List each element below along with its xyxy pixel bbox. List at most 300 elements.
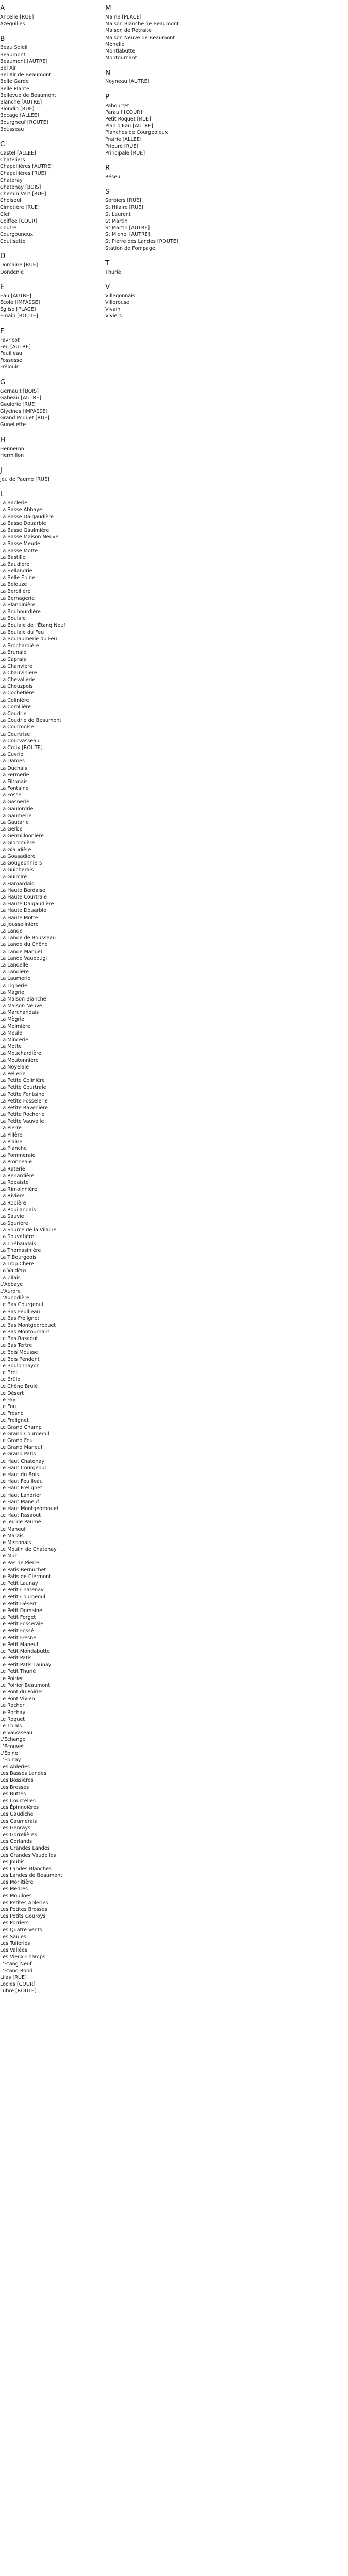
street-link-la-thomasiniere[interactable]: La Thomasinière — [0, 1247, 41, 1253]
street-link-la-fosse[interactable]: La Fosse — [0, 792, 22, 799]
street-link-la-basse-maison-neuve[interactable]: La Basse Maison Neuve — [0, 534, 59, 540]
street-link-la-blandiniere[interactable]: La Blandinière — [0, 602, 36, 608]
street-link-le-fou[interactable]: Le Fou — [0, 1404, 16, 1410]
street-link-les-vieux-champs[interactable]: Les Vieux Champs — [0, 1954, 45, 1960]
street-link-le-fresne[interactable]: Le Fresne — [0, 1411, 24, 1417]
street-link-l-aurore[interactable]: L'Aurore — [0, 1288, 21, 1294]
street-link-la-source-de-la-vilaine[interactable]: La Source de la Vilaine — [0, 1227, 57, 1233]
street-link-jeu-de-paume-rue[interactable]: Jeu de Paume [RUE] — [0, 477, 49, 482]
street-link-le-bas-feuilleau[interactable]: Le Bas Feuilleau — [0, 1309, 40, 1315]
street-link-la-haute-motte[interactable]: La Haute Motte — [0, 914, 38, 921]
street-link-la-belle-epine[interactable]: La Belle Épine — [0, 575, 35, 581]
street-link-le-grand-champ[interactable]: Le Grand Champ — [0, 1424, 42, 1430]
street-link-l-aunodiere[interactable]: L'Aunodière — [0, 1295, 29, 1301]
street-link-chatenay-bois[interactable]: Chatenay [BOIS] — [0, 184, 41, 190]
street-link-le-pas-de-pierre[interactable]: Le Pas de Pierre — [0, 1560, 40, 1566]
street-link-les-petits-gouroys[interactable]: Les Petits Gouroys — [0, 1913, 46, 1920]
street-link-la-cochetiere[interactable]: La Cochetière — [0, 690, 35, 697]
street-link-le-haut-rasaout[interactable]: Le Haut Rasaout — [0, 1513, 41, 1519]
street-link-la-bouhourdiere[interactable]: La Bouhourdière — [0, 609, 41, 615]
street-link-la-pellerie[interactable]: La Pellerie — [0, 1071, 26, 1077]
street-link-emain-route[interactable]: Emain [ROUTE] — [0, 313, 38, 319]
street-link-courgouneux[interactable]: Courgouneux — [0, 232, 34, 238]
street-link-les-joubis[interactable]: Les Joubis — [0, 1859, 25, 1865]
street-link-les-grandes-landes[interactable]: Les Grandes Landes — [0, 1845, 50, 1852]
street-link-le-boulonnayon[interactable]: Le Boulonnayon — [0, 1363, 40, 1369]
street-link-les-quatre-vents[interactable]: Les Quatre Vents — [0, 1927, 42, 1933]
street-link-l-epine[interactable]: L'Épine — [0, 1750, 18, 1756]
street-link-la-pillere[interactable]: La Pillère — [0, 1132, 23, 1138]
street-link-prieure-rue[interactable]: Prieuré [RUE] — [105, 143, 139, 149]
street-link-ancelle-rue[interactable]: Ancelle [RUE] — [0, 14, 34, 20]
street-link-le-petit-patis[interactable]: Le Petit Patis — [0, 1655, 32, 1662]
street-link-la-valdera[interactable]: La Valdéra — [0, 1268, 26, 1274]
street-link-le-grand-feu[interactable]: Le Grand Feu — [0, 1438, 33, 1444]
street-link-le-petit-fosse[interactable]: Le Petit Fossé — [0, 1628, 34, 1634]
street-link-la-landelle[interactable]: La Landelle — [0, 962, 28, 968]
street-link-sorbiers-rue[interactable]: Sorbiers [RUE] — [105, 198, 141, 204]
street-link-bel-air-de-beaumont[interactable]: Bel Air de Beaumont — [0, 72, 51, 78]
street-link-la-bernagerie[interactable]: La Bernagerie — [0, 595, 35, 601]
street-link-le-patis-bernuchet[interactable]: Le Patis Bernuchet — [0, 1567, 46, 1573]
street-link-st-michel-autre[interactable]: St Michel [AUTRE] — [105, 232, 150, 238]
street-link-la-duchais[interactable]: La Duchais — [0, 765, 27, 771]
street-link-les-landes-de-beaumont[interactable]: Les Landes de Beaumont — [0, 1873, 63, 1879]
street-link-belle-garde[interactable]: Belle Garde — [0, 79, 29, 85]
street-link-maison-blanche-de-beaumont[interactable]: Maison Blanche de Beaumont — [105, 21, 179, 27]
street-link-la-motte[interactable]: La Motte — [0, 1044, 22, 1050]
street-link-le-petit-montlabutte[interactable]: Le Petit Montlabutte — [0, 1648, 50, 1654]
street-link-la-pronneaie[interactable]: La Pronneaie — [0, 1159, 32, 1165]
street-link-la-squriere[interactable]: La Squrière — [0, 1221, 28, 1227]
street-link-la-t-bourgeois[interactable]: La T'Bourgeois — [0, 1255, 37, 1260]
street-link-bellevue-de-beaumont[interactable]: Bellevue de Beaumont — [0, 92, 56, 98]
street-link-les-brosses[interactable]: Les Brosses — [0, 1784, 29, 1790]
street-link-la-gerbe[interactable]: La Gerbe — [0, 826, 23, 833]
street-link-la-hamardais[interactable]: La Hamardais — [0, 880, 34, 887]
street-link-la-basse-meude[interactable]: La Basse Meude — [0, 541, 40, 547]
street-link-montournant[interactable]: Montournant — [105, 55, 137, 61]
street-link-la-boulaie[interactable]: La Boulaie — [0, 616, 26, 622]
street-link-la-haute-berdaise[interactable]: La Haute Berdaise — [0, 887, 45, 893]
street-link-la-trop-chere[interactable]: La Trop Chère — [0, 1261, 34, 1267]
street-link-viviers[interactable]: Viviers — [105, 313, 122, 319]
street-link-mairie-place[interactable]: Mairie [PLACE] — [105, 14, 142, 20]
street-link-le-brule[interactable]: Le Brûlé — [0, 1377, 21, 1383]
street-link-la-sauvie[interactable]: La Sauvie — [0, 1213, 24, 1219]
street-link-st-pierre-des-landes-route[interactable]: St Pierre des Landes [ROUTE] — [105, 239, 178, 245]
street-link-bousseau[interactable]: Bousseau — [0, 126, 24, 132]
street-link-la-mouchardiere[interactable]: La Mouchardière — [0, 1050, 41, 1057]
street-link-grand-poquet-rue[interactable]: Grand Poquet [RUE] — [0, 415, 49, 421]
street-link-le-haut-montgeorbouet[interactable]: Le Haut Montgeorbouet — [0, 1505, 59, 1512]
street-link-la-filtonais[interactable]: La Filtonais — [0, 778, 28, 785]
street-link-gunellette[interactable]: Gunellette — [0, 422, 26, 428]
street-link-la-basse-dalgaudiere[interactable]: La Basse Dalgaudière — [0, 514, 54, 520]
street-link-les-porriers[interactable]: Les Porriers — [0, 1920, 29, 1926]
street-link-la-petite-coliniere[interactable]: La Petite Colinière — [0, 1078, 45, 1084]
street-link-le-mur[interactable]: Le Mur — [0, 1553, 17, 1560]
street-link-la-robiere[interactable]: La Robière — [0, 1200, 26, 1206]
street-link-la-guicherais[interactable]: La Guicherais — [0, 867, 34, 873]
street-link-le-petit-patis-launay[interactable]: Le Petit Patis Launay — [0, 1662, 52, 1668]
street-link-la-lande-de-bousseau[interactable]: La Lande de Bousseau — [0, 935, 56, 941]
street-link-les-gorlands[interactable]: Les Gorlands — [0, 1839, 32, 1845]
street-link-la-lande[interactable]: La Lande — [0, 928, 23, 934]
street-link-le-thiais[interactable]: Le Thiais — [0, 1723, 22, 1729]
street-link-domaine-rue[interactable]: Domaine [RUE] — [0, 262, 38, 268]
street-link-la-gaumerie[interactable]: La Gaumerie — [0, 812, 32, 819]
street-link-le-haut-frelignet[interactable]: Le Haut Frélignet — [0, 1485, 42, 1492]
street-link-la-lande-du-chene[interactable]: La Lande du Chêne — [0, 942, 48, 948]
street-link-chemin-vert-rue[interactable]: Chemin Vert [RUE] — [0, 191, 46, 197]
street-link-coiffee-cour[interactable]: Coiffée [COUR] — [0, 218, 38, 224]
street-link-la-basse-abbaye[interactable]: La Basse Abbaye — [0, 507, 42, 513]
street-link-pabourtet[interactable]: Pabourtet — [105, 103, 129, 109]
street-link-la-petite-raveniere[interactable]: La Petite Ravenière — [0, 1105, 48, 1111]
street-link-le-petit-fosseraie[interactable]: Le Petit Fosseraie — [0, 1621, 44, 1628]
street-link-dondenie[interactable]: Dondenie — [0, 269, 24, 275]
street-link-station-de-pompage[interactable]: Station de Pompage — [105, 245, 155, 251]
street-link-la-coliniere[interactable]: La Colinière — [0, 697, 29, 703]
street-link-locles-cour[interactable]: Locles [COUR] — [0, 1981, 36, 1988]
street-link-le-petit-thurie[interactable]: Le Petit Thurié — [0, 1669, 36, 1675]
street-link-la-courmoise[interactable]: La Courmoise — [0, 724, 34, 731]
street-link-les-landes-blanches[interactable]: Les Landes Blanches — [0, 1866, 52, 1872]
street-link-le-poirier-beaumont[interactable]: Le Poirier Beaumont — [0, 1682, 51, 1688]
street-link-glycines-impasse[interactable]: Glycines [IMPASSE] — [0, 409, 48, 415]
street-link-la-coudrie-de-beaumont[interactable]: La Coudrie de Beaumont — [0, 718, 62, 724]
street-link-le-grand-courgeoul[interactable]: Le Grand Courgeoul — [0, 1431, 49, 1437]
street-link-le-desert[interactable]: Le Désert — [0, 1390, 24, 1396]
street-link-la-chauviniere[interactable]: La Chauvinière — [0, 670, 37, 676]
street-link-ecole-impasse[interactable]: Ecole [IMPASSE] — [0, 300, 40, 306]
street-link-le-petit-courgeoul[interactable]: Le Petit Courgeoul — [0, 1594, 45, 1600]
street-link-le-bas-tertre[interactable]: Le Bas Tertre — [0, 1343, 32, 1349]
street-link-la-gautarie[interactable]: La Gautarie — [0, 820, 29, 825]
street-link-le-bois-mousse[interactable]: Le Bois Mousse — [0, 1349, 38, 1355]
street-link-bocage-allee[interactable]: Bocage [ALLEE] — [0, 113, 39, 119]
street-link-le-poirier[interactable]: Le Poirier — [0, 1675, 23, 1682]
street-link-st-hilaire-rue[interactable]: St Hilaire [RUE] — [105, 205, 143, 211]
street-link-la-courtrise[interactable]: La Courtrise — [0, 731, 30, 737]
street-link-la-brochardiere[interactable]: La Brochardière — [0, 643, 39, 649]
street-link-azeguilles[interactable]: Azeguilles — [0, 21, 25, 27]
street-link-le-marais[interactable]: Le Marais — [0, 1533, 24, 1539]
street-link-beaumont[interactable]: Beaumont — [0, 52, 26, 58]
street-link-la-moutonniere[interactable]: La Moutonnière — [0, 1057, 39, 1063]
street-link-bel-air[interactable]: Bel Air — [0, 65, 16, 71]
street-link-la-corolliere[interactable]: La Corollière — [0, 704, 31, 710]
street-link-la-boulaumerie-du-feu[interactable]: La Boulaumerie du Feu — [0, 636, 57, 642]
street-link-feuilleau[interactable]: Feuilleau — [0, 350, 22, 357]
street-link-la-germillonniere[interactable]: La Germillonnière — [0, 833, 44, 839]
street-link-beau-soleil[interactable]: Beau Soleil — [0, 45, 28, 51]
street-link-gabeau-autre[interactable]: Gabeau [AUTRE] — [0, 395, 41, 401]
street-link-le-pont-vivien[interactable]: Le Pont Vivien — [0, 1696, 35, 1702]
street-link-la-fontaine[interactable]: La Fontaine — [0, 786, 29, 792]
street-link-la-jousseliniere[interactable]: La Jousselinière — [0, 921, 39, 927]
street-link-les-vallees[interactable]: Les Vallées — [0, 1947, 27, 1954]
street-link-la-landiere[interactable]: La Landière — [0, 969, 29, 975]
street-link-la-bercillere[interactable]: La Bercillère — [0, 588, 31, 595]
street-link-cimetiere-rue[interactable]: Cimetière [RUE] — [0, 205, 40, 211]
street-link-chapellieres-autre[interactable]: Chapellières [AUTRE] — [0, 164, 53, 170]
street-link-la-coudrie[interactable]: La Coudrie — [0, 711, 27, 717]
street-link-hermillon[interactable]: Hermillon — [0, 452, 24, 459]
street-link-la-laumerie[interactable]: La Laumerie — [0, 976, 31, 982]
street-link-lilas-rue[interactable]: Lilas [RUE] — [0, 1974, 27, 1980]
street-link-la-repaiste[interactable]: La Repaiste — [0, 1179, 29, 1185]
street-link-les-gaumerais[interactable]: Les Gaumerais — [0, 1818, 37, 1824]
street-link-la-bellandrie[interactable]: La Bellandrie — [0, 568, 32, 574]
street-link-choiseul[interactable]: Choiseul — [0, 198, 21, 204]
street-link-les-grandes-vaudelles[interactable]: Les Grandes Vaudelles — [0, 1852, 56, 1858]
street-link-le-bas-courgeoul[interactable]: Le Bas Courgeoul — [0, 1302, 43, 1308]
street-link-le-petit-fresne[interactable]: Le Petit Fresne — [0, 1635, 37, 1641]
street-link-la-guimire[interactable]: La Guimire — [0, 874, 27, 880]
street-link-les-basses-landes[interactable]: Les Basses Landes — [0, 1771, 46, 1777]
street-link-beaumont-autre[interactable]: Beaumont [AUTRE] — [0, 58, 48, 64]
street-link-la-basse-motte[interactable]: La Basse Motte — [0, 548, 38, 554]
street-link-la-pommeraie[interactable]: La Pommeraie — [0, 1153, 36, 1159]
street-link-maison-de-retraite[interactable]: Maison de Retraite — [105, 28, 152, 34]
street-link-l-echange[interactable]: L'Echange — [0, 1737, 26, 1743]
street-link-belle-plante[interactable]: Belle Plante — [0, 86, 29, 92]
street-link-blanche-autre[interactable]: Blanche [AUTRE] — [0, 99, 42, 105]
street-link-le-patis-de-clermont[interactable]: Le Patis de Clermont — [0, 1573, 51, 1580]
street-link-la-petite-fontaine[interactable]: La Petite Fontaine — [0, 1091, 45, 1097]
street-link-la-melmiere[interactable]: La Melmière — [0, 1023, 30, 1029]
street-link-les-courcelles[interactable]: Les Courcelles — [0, 1798, 36, 1804]
street-link-principale-rue[interactable]: Principale [RUE] — [105, 150, 145, 156]
street-link-chateliers[interactable]: Chateliers — [0, 157, 25, 163]
street-link-les-petites-brosses[interactable]: Les Petites Brosses — [0, 1907, 47, 1912]
street-link-les-bossieres[interactable]: Les Bossières — [0, 1777, 34, 1784]
street-link-la-boulaie-de-l-etang-neuf[interactable]: La Boulaie de l'Étang Neuf — [0, 622, 65, 629]
street-link-le-chene-brule[interactable]: Le Chêne Brûlé — [0, 1383, 38, 1389]
street-link-le-petit-forget[interactable]: Le Petit Forget — [0, 1614, 36, 1620]
street-link-la-planche[interactable]: La Planche — [0, 1146, 27, 1151]
street-link-lubre-route[interactable]: Lubre [ROUTE] — [0, 1988, 37, 1994]
street-link-la-gaulordrie[interactable]: La Gaulordrie — [0, 806, 34, 812]
street-link-castel-allee[interactable]: Castel [ALLEE] — [0, 150, 36, 156]
street-link-eau-autre[interactable]: Eau [AUTRE] — [0, 293, 31, 299]
group-spacer — [0, 1994, 124, 2002]
street-link-la-bastille[interactable]: La Bastille — [0, 554, 26, 561]
street-link-la-baudiere[interactable]: La Baudière — [0, 561, 30, 567]
street-link-les-ableries[interactable]: Les Ableries — [0, 1764, 30, 1770]
street-link-la-basse-gaulmiere[interactable]: La Basse Gaulmière — [0, 527, 49, 533]
street-link-st-martin[interactable]: St Martin — [105, 218, 128, 224]
street-link-la-raterie[interactable]: La Raterie — [0, 1166, 25, 1172]
street-link-la-rouilandais[interactable]: La Rouilandais — [0, 1207, 36, 1213]
street-link-l-ecouvet[interactable]: L'Écouvet — [0, 1743, 24, 1750]
street-link-gernault-bois[interactable]: Gernault [BOIS] — [0, 388, 39, 394]
street-link-le-bas-rasaout[interactable]: Le Bas Rasaout — [0, 1336, 38, 1342]
street-link-l-etang-rond[interactable]: L'Étang Rond — [0, 1968, 33, 1974]
street-link-la-brunaie[interactable]: La Brunaie — [0, 650, 27, 656]
street-link-le-petit-maneuf[interactable]: Le Petit Maneuf — [0, 1641, 39, 1648]
street-link-le-petit-desert[interactable]: Le Petit Désert — [0, 1601, 37, 1607]
street-link-le-moulin-de-chatenay[interactable]: Le Moulin de Chatenay — [0, 1547, 57, 1553]
street-link-reseul[interactable]: Réseul — [105, 174, 122, 180]
street-link-le-missonais[interactable]: Le Missonais — [0, 1539, 31, 1546]
street-link-la-courvasseau[interactable]: La Courvasseau — [0, 738, 40, 744]
street-link-le-rochay[interactable]: Le Rochay — [0, 1709, 26, 1716]
street-link-gaulerie-rue[interactable]: Gaulerie [RUE] — [0, 401, 37, 408]
street-link-feu-autre[interactable]: Feu [AUTRE] — [0, 344, 31, 350]
street-link-paraulf-cour[interactable]: Paraulf [COUR] — [105, 109, 142, 115]
street-link-planches-de-courgeoleux[interactable]: Planches de Courgeoleux — [105, 130, 168, 136]
street-link-la-mincerie[interactable]: La Mincerie — [0, 1037, 28, 1043]
street-link-les-genrays[interactable]: Les Genrays — [0, 1825, 31, 1831]
street-link-l-abbaye[interactable]: L'Abbaye — [0, 1281, 23, 1287]
street-link-la-megrie[interactable]: La Mègrie — [0, 1016, 25, 1023]
street-link-montlabutte[interactable]: Montlabutte — [105, 48, 136, 54]
street-link-la-gougeonniers[interactable]: La Gougeonniers — [0, 860, 42, 867]
street-link-la-gasnerie[interactable]: La Gasnerie — [0, 799, 30, 805]
street-link-la-marchandais[interactable]: La Marchandais — [0, 1010, 39, 1016]
street-link-chateray[interactable]: Chateray — [0, 177, 23, 183]
street-link-la-magrie[interactable]: La Magrie — [0, 989, 25, 995]
street-link-la-noyelaie[interactable]: La Noyelaie — [0, 1064, 29, 1070]
street-link-les-morlitiere[interactable]: Les Morlitière — [0, 1879, 34, 1886]
street-link-la-petite-vauvelle[interactable]: La Petite Vauvelle — [0, 1118, 44, 1125]
street-link-la-haute-douarble[interactable]: La Haute Douarble — [0, 908, 46, 914]
street-link-le-haut-courgeoul[interactable]: Le Haut Courgeoul — [0, 1465, 46, 1471]
street-link-clef[interactable]: Clef — [0, 211, 10, 217]
street-link-menelle[interactable]: Ménelle — [105, 41, 125, 47]
street-link-la-chouzpois[interactable]: La Chouzpois — [0, 684, 33, 690]
street-link-le-roquet[interactable]: Le Roquet — [0, 1716, 25, 1722]
street-link-favricot[interactable]: Favricot — [0, 337, 20, 343]
street-link-le-haut-feuilleau[interactable]: Le Haut Feuilleau — [0, 1479, 43, 1485]
street-link-st-martin-autre[interactable]: St Martin [AUTRE] — [105, 225, 150, 231]
street-link-le-breil[interactable]: Le Breil — [0, 1370, 19, 1376]
street-link-la-fermerie[interactable]: La Fermerie — [0, 772, 29, 778]
street-link-fossesse[interactable]: Fossesse — [0, 358, 22, 364]
street-link-la-daroes[interactable]: La Daroes — [0, 758, 25, 765]
street-link-chapellieres-rue[interactable]: Chapellières [RUE] — [0, 171, 46, 177]
street-link-la-pierre[interactable]: La Pierre — [0, 1125, 22, 1131]
street-link-la-glommiere[interactable]: La Glommière — [0, 840, 35, 846]
street-link-bourgneuf-route[interactable]: Bourgneuf [ROUTE] — [0, 120, 48, 126]
street-link-la-meule[interactable]: La Meule — [0, 1030, 23, 1036]
street-link-la-cuvrie[interactable]: La Cuvrie — [0, 752, 24, 758]
street-link-la-lignerie[interactable]: La Lignerie — [0, 982, 27, 989]
street-link-st-laurent[interactable]: St Laurent — [105, 211, 131, 217]
street-link-le-bas-montournant[interactable]: Le Bas Montournant — [0, 1329, 50, 1335]
street-link-le-frelignet[interactable]: Le Frélignet — [0, 1417, 29, 1423]
street-link-coutre[interactable]: Coutre — [0, 225, 17, 231]
street-link-les-tuileries[interactable]: Les Tuileries — [0, 1940, 30, 1946]
street-link-le-maneuf[interactable]: Le Maneuf — [0, 1526, 26, 1532]
street-link-les-gaudiche[interactable]: Les Gaudiche — [0, 1811, 34, 1818]
street-link-henneron[interactable]: Henneron — [0, 446, 24, 452]
street-link-la-rimoinniere[interactable]: La Rimoinnière — [0, 1187, 37, 1193]
street-link-le-bas-montgeorbouet[interactable]: Le Bas Montgeorbouet — [0, 1322, 56, 1328]
street-link-le-jeu-de-paume[interactable]: Le Jeu de Paume — [0, 1519, 41, 1526]
street-link-les-buttes[interactable]: Les Buttes — [0, 1791, 26, 1797]
street-link-la-maison-neuve[interactable]: La Maison Neuve — [0, 1003, 42, 1009]
street-link-les-epinnoieres[interactable]: Les Épinnoières — [0, 1805, 39, 1811]
street-link-noyneau-autre[interactable]: Noyneau [AUTRE] — [105, 79, 150, 85]
street-link-la-glaudiere[interactable]: La Glaudière — [0, 846, 31, 853]
street-link-la-thebaudais[interactable]: La Thébaudais — [0, 1241, 36, 1247]
street-link-la-baclerie[interactable]: La Baclerie — [0, 500, 28, 506]
street-link-eglise-place[interactable]: Eglise [PLACE] — [0, 307, 36, 313]
street-link-la-croix-route[interactable]: La Croix [ROUTE] — [0, 744, 43, 751]
street-link-les-saules[interactable]: Les Saules — [0, 1934, 26, 1940]
street-link-la-riviere[interactable]: La Rivière — [0, 1193, 25, 1199]
street-link-frelouin[interactable]: Frêlouin — [0, 364, 20, 370]
street-link-les-moulines[interactable]: Les Moulines — [0, 1893, 32, 1899]
street-link-l-etang-neuf[interactable]: L'Étang Neuf — [0, 1961, 32, 1967]
street-link-le-pont-du-poirier[interactable]: Le Pont du Poirier — [0, 1689, 43, 1695]
street-link-la-petite-rocherie[interactable]: La Petite Rocherie — [0, 1112, 45, 1118]
street-link-villegonnais[interactable]: Villegonnais — [105, 293, 135, 299]
street-link-la-zilais[interactable]: La Zilais — [0, 1275, 21, 1281]
street-link-prairie-allee[interactable]: Prairie [ALLEE] — [105, 137, 142, 143]
street-link-la-petite-courtraie[interactable]: La Petite Courtraie — [0, 1084, 46, 1091]
street-link-la-caprais[interactable]: La Caprais — [0, 656, 26, 663]
street-link-le-grand-patis[interactable]: Le Grand Patis — [0, 1451, 36, 1458]
street-link-les-petites-ableries[interactable]: Les Petites Ableries — [0, 1900, 48, 1906]
street-link-la-petite-fosselerie[interactable]: La Petite Fosselerie — [0, 1098, 48, 1104]
street-link-la-haute-courtraie[interactable]: La Haute Courtraie — [0, 894, 47, 901]
street-link-le-haut-chatenay[interactable]: Le Haut Chatenay — [0, 1458, 45, 1464]
street-link-le-fay[interactable]: Le Fay — [0, 1397, 16, 1403]
street-link-le-petit-launay[interactable]: Le Petit Launay — [0, 1581, 38, 1586]
street-link-le-valvaseau[interactable]: Le Valvaseau — [0, 1730, 32, 1736]
street-link-villerouse[interactable]: Villerouse — [105, 300, 129, 306]
street-link-le-rocher[interactable]: Le Rocher — [0, 1703, 25, 1709]
street-link-la-belouze[interactable]: La Belouze — [0, 582, 27, 588]
street-link-la-lande-vaubougi[interactable]: La Lande Vaubougi — [0, 955, 47, 961]
street-link-le-grand-maneuf[interactable]: Le Grand Maneuf — [0, 1445, 43, 1451]
street-link-la-souvatiere[interactable]: La Souvatière — [0, 1234, 34, 1240]
street-link-la-lande-manuel[interactable]: La Lande Manuel — [0, 948, 42, 955]
street-link-vivain[interactable]: Vivain — [105, 307, 121, 313]
street-link-la-basse-douarble[interactable]: La Basse Douarble — [0, 520, 46, 527]
street-link-la-boulaie-du-feu[interactable]: La Boulaie du Feu — [0, 629, 44, 635]
street-link-la-plaine[interactable]: La Plaine — [0, 1139, 23, 1145]
street-link-petit-roquet-rue[interactable]: Petit Roquet [RUE] — [105, 116, 151, 122]
street-link-le-bas-frelignet[interactable]: Le Bas Frélignet — [0, 1315, 40, 1321]
street-link-le-haut-maneuf[interactable]: Le Haut Maneuf — [0, 1499, 39, 1505]
street-link-les-medres[interactable]: Les Medres — [0, 1886, 28, 1892]
street-link-la-haute-dalgaudiere[interactable]: La Haute Dalgaudière — [0, 901, 54, 907]
street-link-la-goasadiere[interactable]: La Goasadière — [0, 853, 36, 859]
street-link-plan-d-eau-autre[interactable]: Plan d'Eau [AUTRE] — [105, 123, 153, 129]
street-link-le-haut-landrier[interactable]: Le Haut Landrier — [0, 1492, 41, 1498]
street-link-l-epinay[interactable]: L'Épinay — [0, 1757, 21, 1763]
street-link-coutisette[interactable]: Coutisette — [0, 239, 26, 245]
street-link-thurie[interactable]: Thurié — [105, 269, 121, 275]
street-link-blondin-rue[interactable]: Blondin [RUE] — [0, 106, 35, 112]
street-link-le-petit-chatenay[interactable]: Le Petit Chatenay — [0, 1587, 44, 1594]
street-link-le-bois-pendent[interactable]: Le Bois Pendent — [0, 1356, 40, 1362]
street-link-le-haut-du-bois[interactable]: Le Haut du Bois — [0, 1472, 39, 1478]
street-link-la-chevallerie[interactable]: La Chevallerie — [0, 677, 36, 683]
street-link-la-renardiere[interactable]: La Renardière — [0, 1173, 35, 1179]
street-link-maison-neuve-de-beaumont[interactable]: Maison Neuve de Beaumont — [105, 35, 175, 41]
street-link-la-chanviere[interactable]: La Chanvière — [0, 663, 32, 669]
street-link-les-gorrelieres[interactable]: Les Gorrelières — [0, 1832, 37, 1838]
street-link-le-petit-domaine[interactable]: Le Petit Domaine — [0, 1607, 42, 1614]
street-link-la-maison-blanche[interactable]: La Maison Blanche — [0, 996, 46, 1002]
